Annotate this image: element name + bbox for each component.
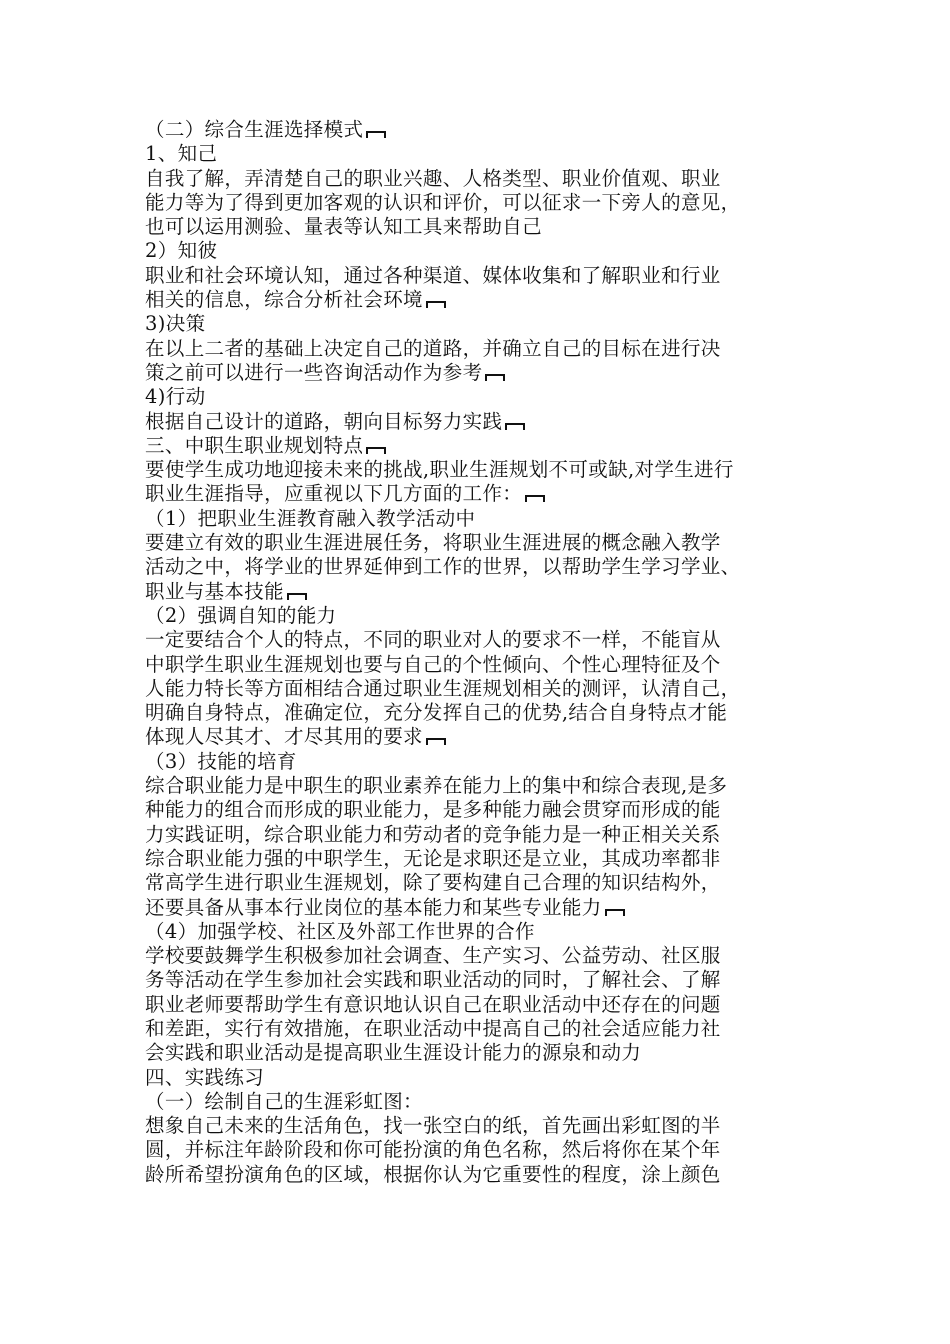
text-line-content: 要建立有效的职业生涯进展任务，将职业生涯进展的概念融入教学: [145, 531, 721, 555]
text-line-content: （1）把职业生涯教育融入教学活动中: [145, 506, 476, 530]
text-line: [145, 239, 835, 263]
text-line: [145, 167, 835, 191]
text-line: [145, 1138, 835, 1162]
text-line: [145, 337, 835, 361]
text-line: [145, 653, 835, 677]
text-line-content: 务等活动在学生参加社会实践和职业活动的同时，了解社会、了解: [145, 968, 721, 992]
text-line-content: （一）绘制自己的生涯彩虹图：: [145, 1089, 423, 1113]
text-line-content: 在以上二者的基础上决定自己的道路，并确立自己的目标在进行决: [145, 336, 721, 360]
text-line: [145, 312, 835, 336]
paragraph-mark-icon: [525, 493, 545, 502]
text-line: [145, 555, 835, 579]
text-line: [145, 896, 835, 920]
text-line-content: 职业与基本技能: [145, 579, 284, 603]
text-line-content: 还要具备从事本行业岗位的基本能力和某些专业能力: [145, 895, 602, 919]
text-line: [145, 993, 835, 1017]
text-line-content: 自我了解，弄清楚自己的职业兴趣、人格类型、职业价值观、职业: [145, 166, 721, 190]
text-line-content: 根据自己设计的道路，朝向目标努力实践: [145, 409, 503, 433]
text-line: [145, 920, 835, 944]
text-line-content: 活动之中，将学业的世界延伸到工作的世界，以帮助学生学习学业、: [145, 555, 741, 579]
text-line: [145, 944, 835, 968]
text-line-content: （2）强调自知的能力: [145, 603, 337, 627]
paragraph-mark-icon: [605, 907, 625, 916]
text-line-content: 相关的信息，综合分析社会环境: [145, 288, 423, 312]
paragraph-mark-icon: [485, 372, 505, 381]
text-line: [145, 1017, 835, 1041]
text-line: [145, 774, 835, 798]
text-line: [145, 507, 835, 531]
text-line-content: （4）加强学校、社区及外部工作世界的合作: [145, 919, 535, 943]
text-line: [145, 871, 835, 895]
text-line: [145, 482, 835, 506]
text-line-content: 能力等为了得到更加客观的认识和评价，可以征求一下旁人的意见，: [145, 190, 741, 214]
text-line-content: 综合职业能力强的中职学生，无论是求职还是立业，其成功率都非: [145, 846, 721, 870]
text-line-content: 常高学生进行职业生涯规划，除了要构建自己合理的知识结构外，: [145, 871, 721, 895]
text-line: [145, 823, 835, 847]
text-line-content: 学校要鼓舞学生积极参加社会调查、生产实习、公益劳动、社区服: [145, 944, 721, 968]
text-line-content: 人能力特长等方面相结合通过职业生涯规划相关的测评，认清自己，: [145, 676, 741, 700]
text-line: [145, 580, 835, 604]
text-line: [145, 191, 835, 215]
text-line-content: 种能力的组合而形成的职业能力，是多种能力融会贯穿而形成的能: [145, 798, 721, 822]
text-line-content: 想象自己未来的生活角色，找一张空白的纸，首先画出彩虹图的半: [145, 1114, 721, 1138]
text-line: [145, 628, 835, 652]
text-line: [145, 1114, 835, 1138]
text-line-content: （3）技能的培育: [145, 749, 297, 773]
document-body: [145, 118, 835, 1187]
text-line: [145, 458, 835, 482]
text-line-content: 2）知彼: [145, 239, 218, 263]
text-line-content: 职业老师要帮助学生有意识地认识自己在职业活动中还存在的问题: [145, 992, 721, 1016]
text-line-content: 四、实践练习: [145, 1065, 265, 1089]
text-line-content: 和差距，实行有效措施，在职业活动中提高自己的社会适应能力社: [145, 1016, 721, 1040]
text-line-content: 力实践证明，综合职业能力和劳动者的竞争能力是一种正相关关系: [145, 822, 721, 846]
text-line: [145, 968, 835, 992]
text-line: [145, 1090, 835, 1114]
text-line-content: 圆，并标注年龄阶段和你可能扮演的角色名称，然后将你在某个年: [145, 1138, 721, 1162]
text-line-content: 职业生涯指导，应重视以下几方面的工作：: [145, 482, 523, 506]
text-line-content: 综合职业能力是中职生的职业素养在能力上的集中和综合表现,是多: [145, 774, 728, 798]
text-line-content: 要使学生成功地迎接未来的挑战,职业生涯规划不可或缺,对学生进行: [145, 458, 734, 482]
text-line-content: 龄所希望扮演角色的区域，根据你认为它重要性的程度，涂上颜色: [145, 1162, 721, 1186]
text-line: [145, 434, 835, 458]
text-line: [145, 701, 835, 725]
text-line: [145, 385, 835, 409]
paragraph-mark-icon: [287, 591, 307, 600]
paragraph-mark-icon: [426, 736, 446, 745]
text-line-content: 中职学生职业生涯规划也要与自己的个性倾向、个性心理特征及个: [145, 652, 721, 676]
paragraph-mark-icon: [366, 129, 386, 138]
paragraph-mark-icon: [505, 421, 525, 430]
text-line: [145, 288, 835, 312]
text-line: [145, 264, 835, 288]
text-line-content: 1、知己: [145, 142, 218, 166]
text-line-content: 3)决策: [145, 312, 206, 336]
text-line: [145, 410, 835, 434]
text-line-content: 一定要结合个人的特点，不同的职业对人的要求不一样，不能盲从: [145, 628, 721, 652]
text-line: [145, 142, 835, 166]
text-line: [145, 677, 835, 701]
text-line: [145, 531, 835, 555]
text-line-content: 职业和社会环境认知，通过各种渠道、媒体收集和了解职业和行业: [145, 263, 721, 287]
text-line: [145, 750, 835, 774]
text-line: [145, 1163, 835, 1187]
text-line: [145, 798, 835, 822]
text-line: [145, 1066, 835, 1090]
text-line-content: 三、中职生职业规划特点: [145, 433, 364, 457]
paragraph-mark-icon: [426, 299, 446, 308]
text-line: [145, 604, 835, 628]
text-line-content: （二）综合生涯选择模式: [145, 118, 364, 141]
text-line-content: 会实践和职业活动是提高职业生涯设计能力的源泉和动力: [145, 1041, 642, 1065]
text-line: [145, 725, 835, 749]
text-line: [145, 118, 835, 142]
text-line-content: 策之前可以进行一些咨询活动作为参考: [145, 360, 483, 384]
text-line-content: 明确自身特点，准确定位，充分发挥自己的优势,结合自身特点才能: [145, 701, 728, 725]
text-line-content: 4)行动: [145, 385, 206, 409]
text-line-content: 也可以运用测验、量表等认知工具来帮助自己: [145, 215, 543, 239]
text-line-content: 体现人尽其才、才尽其用的要求: [145, 725, 423, 749]
text-line: [145, 1041, 835, 1065]
text-line: [145, 361, 835, 385]
paragraph-mark-icon: [366, 445, 386, 454]
text-line: [145, 215, 835, 239]
text-line: [145, 847, 835, 871]
